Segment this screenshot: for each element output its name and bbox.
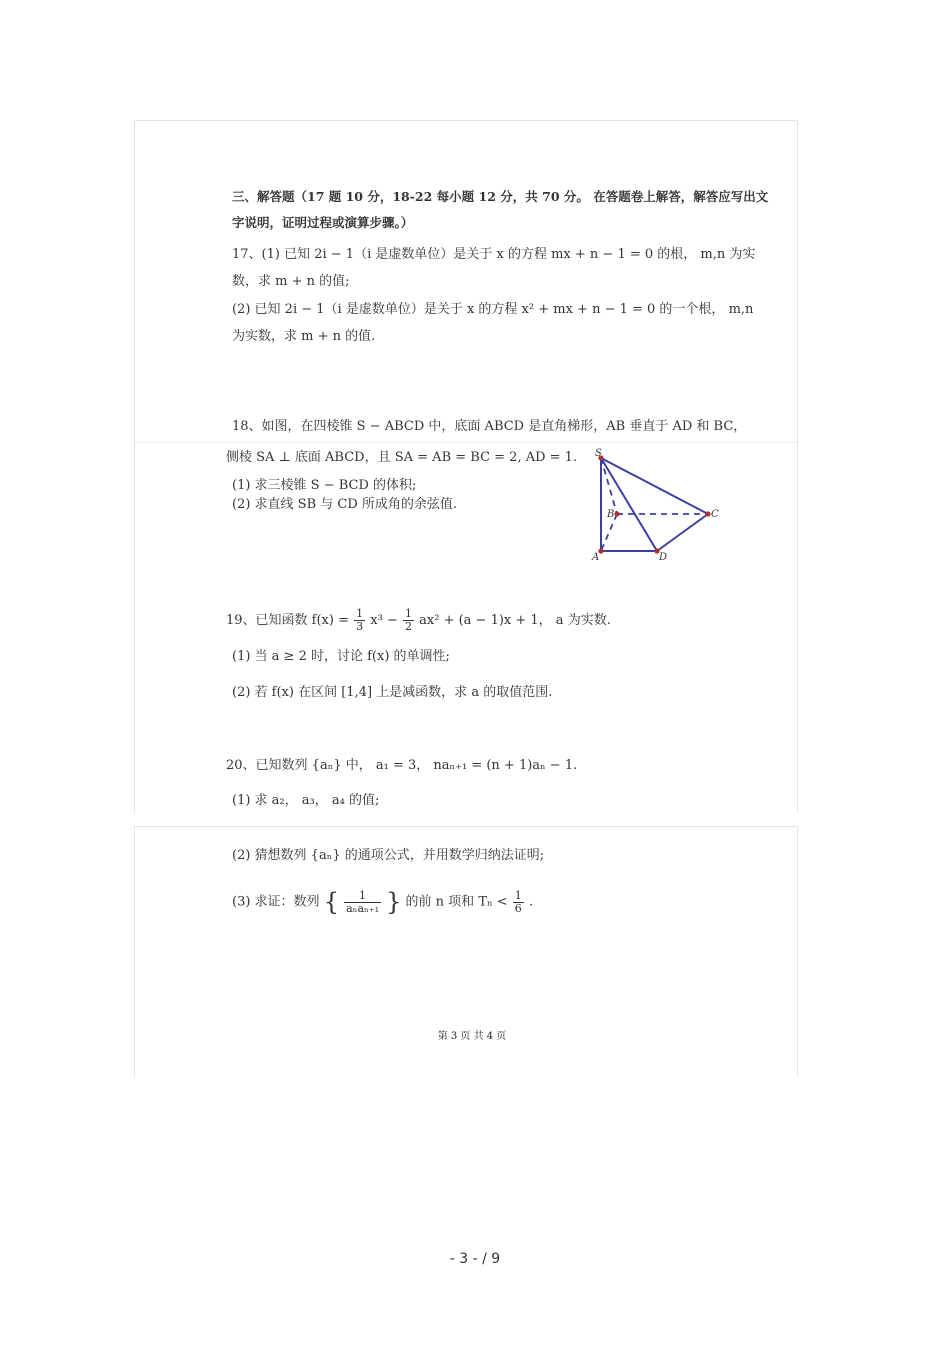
q20-part3-prefix: (3) 求证：数列 [232, 894, 320, 910]
q17-line4: 为实数，求 m + n 的值. [232, 329, 376, 344]
q18-part2: (2) 求直线 SB 与 CD 所成角的余弦值. [232, 497, 458, 512]
q17-line2: 数，求 m + n 的值; [232, 274, 350, 289]
q20-part3-end-frac: $\frac{1}{6}$ [514, 888, 522, 915]
q19-frac2: $\frac{1}{2}$ [405, 607, 412, 633]
q18-part1: (1) 求三棱锥 S − BCD 的体积; [232, 478, 417, 493]
inner-page-footer: 第 3 页 共 4 页 [437, 1031, 507, 1042]
q18-line1: 18、如图，在四棱锥 S − ABCD 中，底面 ABCD 是直角梯形，AB 垂直于 AD 和 BC， [232, 419, 747, 434]
q20-part3-mid: 的前 n 项和 Tₙ < [405, 894, 508, 910]
q17-line3: (2) 已知 2i − 1（i 是虚数单位）是关于 x 的方程 x² + mx + n − 1 = 0 的一个根， m,n [232, 302, 754, 317]
label-a: A [592, 552, 600, 563]
label-s: S [595, 448, 602, 459]
q20-part2: (2) 猜想数列 {aₙ} 的通项公式，并用数学归纳法证明; [232, 848, 545, 863]
section-heading-line1: 三、解答题（17 题 10 分，18-22 每小题 12 分，共 70 分。 在答题卷上解答，解答应写出文 [232, 189, 769, 204]
q20-part3-suffix: . [528, 894, 534, 910]
q19-part1: (1) 当 a ≥ 2 时，讨论 f(x) 的单调性; [232, 649, 450, 664]
label-d: D [659, 552, 668, 563]
section-heading-line2: 字说明，证明过程或演算步骤。） [232, 215, 414, 230]
q20-line1: 20、已知数列 {aₙ} 中， a₁ = 3， naₙ₊₁ = (n + 1)aₙ − 1. [226, 758, 578, 773]
q18-line2: 侧棱 SA ⊥ 底面 ABCD，且 SA = AB = BC = 2, AD = 1. [226, 450, 578, 465]
pyramid-figure [585, 444, 725, 566]
q19-suffix: ax² + (a − 1)x + 1， a 为实数. [419, 613, 611, 628]
q19-frac1: $\frac{1}{3}$ [356, 607, 364, 633]
q19-line1 [226, 604, 611, 638]
q19-part2: (2) 若 f(x) 在区间 [1,4] 上是减函数，求 a 的取值范围. [232, 685, 553, 700]
q17-line1: 17、(1) 已知 2i − 1（i 是虚数单位）是关于 x 的方程 mx + n − 1 = 0 的根， m,n 为实 [232, 247, 756, 262]
q20-part3-frac: $\frac{1}{\text{aₙaₙ₊₁}}$ [346, 888, 379, 915]
left-brace: { [323, 888, 339, 916]
label-c: C [711, 509, 719, 520]
right-brace: } [386, 888, 402, 916]
q19-prefix: 19、已知函数 f(x) = [226, 613, 349, 628]
q19-mid1: x³ − [370, 613, 398, 628]
label-b: B [607, 509, 615, 520]
q20-part1: (1) 求 a₂， a₃， a₄ 的值; [232, 793, 380, 808]
outer-page-footer: - 3 - / 9 [449, 1251, 501, 1267]
q20-part3 [232, 882, 533, 923]
